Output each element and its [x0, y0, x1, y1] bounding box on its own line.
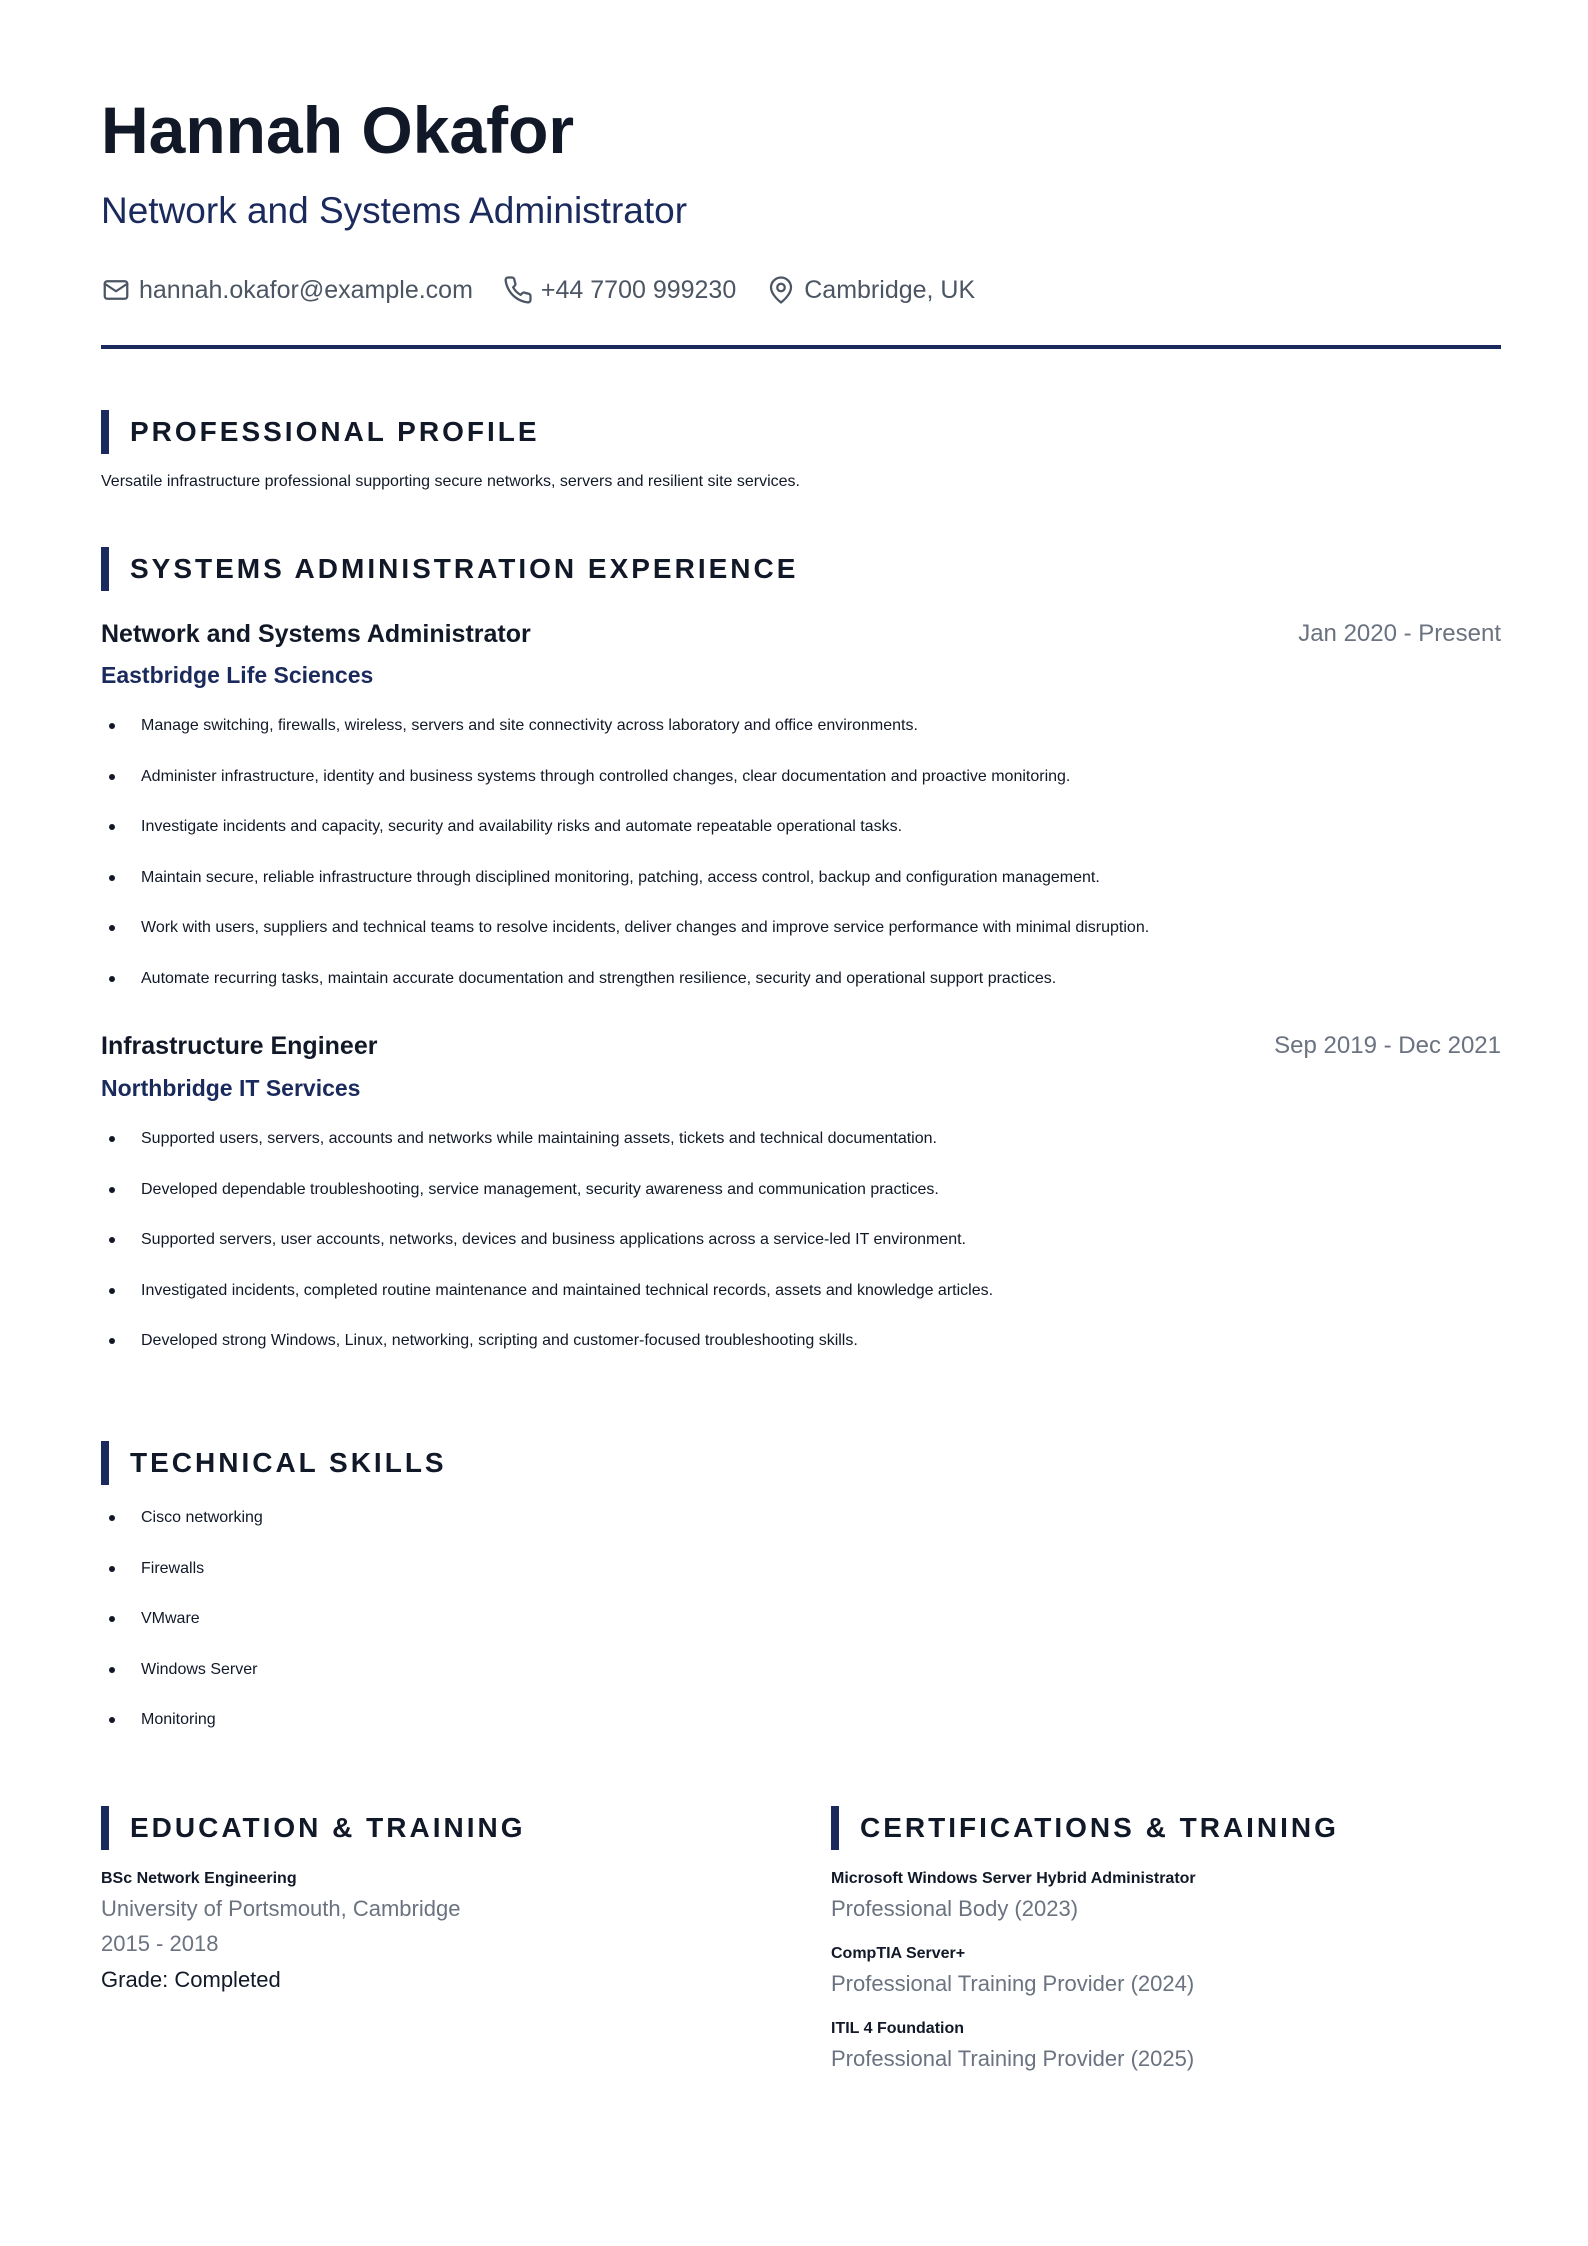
job-bullet: Work with users, suppliers and technical teams to resolve incidents, deliver changes and improve service performance with minimal disruption.	[101, 916, 1149, 967]
education-grade: Grade: Completed	[101, 1967, 281, 1992]
certification-name: Microsoft Windows Server Hybrid Administrator	[831, 1870, 1196, 1887]
job-company: Northbridge IT Services	[101, 1075, 361, 1101]
job-bullet: Supported servers, user accounts, networks, devices and business applications across a service-led IT environment.	[101, 1228, 993, 1279]
phone-icon	[503, 275, 533, 305]
job-title: Infrastructure Engineer	[101, 1032, 378, 1060]
job-title: Network and Systems Administrator	[101, 620, 531, 648]
section-title: CERTIFICATIONS & TRAINING	[860, 1812, 1339, 1843]
email-text: hannah.okafor@example.com	[139, 275, 473, 304]
map-pin-icon	[766, 275, 796, 305]
skill-item: Windows Server	[101, 1658, 263, 1709]
job-bullet: Investigate incidents and capacity, security and availability risks and automate repeatable operational tasks.	[101, 815, 1149, 866]
job-bullet: Manage switching, firewalls, wireless, servers and site connectivity across laboratory and office environments.	[101, 714, 1149, 765]
candidate-title: Network and Systems Administrator	[101, 190, 688, 231]
section-skills-heading	[101, 1441, 447, 1485]
job-company: Eastbridge Life Sciences	[101, 662, 374, 688]
section-profile-heading	[101, 410, 540, 454]
certification-name: CompTIA Server+	[831, 1945, 966, 1962]
candidate-name: Hannah Okafor	[101, 93, 575, 167]
certification-issuer: Professional Training Provider (2025)	[831, 2046, 1195, 2071]
certification-name: ITIL 4 Foundation	[831, 2020, 965, 2037]
section-education-heading	[101, 1806, 525, 1850]
section-title: TECHNICAL SKILLS	[130, 1447, 447, 1478]
education-degree: BSc Network Engineering	[101, 1870, 297, 1887]
section-accent-bar	[101, 547, 109, 591]
section-experience-heading	[101, 547, 798, 591]
job-dates: Sep 2019 - Dec 2021	[1274, 1032, 1501, 1059]
job-bullet: Developed dependable troubleshooting, service management, security awareness and communication practices.	[101, 1178, 993, 1229]
section-certifications-heading	[831, 1806, 1339, 1850]
job-dates: Jan 2020 - Present	[1298, 620, 1501, 647]
job-bullets	[101, 714, 1149, 1017]
mail-icon	[101, 275, 131, 305]
phone-text: +44 7700 999230	[540, 275, 737, 304]
job-bullet: Supported users, servers, accounts and networks while maintaining assets, tickets and technical documentation.	[101, 1127, 993, 1178]
skills-list	[101, 1506, 263, 1759]
contact-location	[766, 275, 975, 305]
certification-issuer: Professional Training Provider (2024)	[831, 1971, 1195, 1996]
section-title: SYSTEMS ADMINISTRATION EXPERIENCE	[130, 553, 799, 584]
job-bullets	[101, 1127, 993, 1380]
skill-item: Firewalls	[101, 1557, 263, 1608]
section-accent-bar	[101, 1441, 109, 1485]
contact-bar	[101, 270, 1005, 310]
skill-item: VMware	[101, 1607, 263, 1658]
contact-email[interactable]	[101, 275, 473, 305]
education-years: 2015 - 2018	[101, 1931, 219, 1956]
section-accent-bar	[101, 1806, 109, 1850]
job-bullet: Administer infrastructure, identity and business systems through controlled changes, clear documentation and proactive monitoring.	[101, 765, 1149, 816]
job-bullet: Developed strong Windows, Linux, networking, scripting and customer-focused troubleshooting skills.	[101, 1329, 993, 1380]
skill-item: Monitoring	[101, 1708, 263, 1759]
job-bullet: Maintain secure, reliable infrastructure through disciplined monitoring, patching, access control, backup and configuration management.	[101, 866, 1149, 917]
section-title: PROFESSIONAL PROFILE	[130, 416, 540, 447]
location-text: Cambridge, UK	[804, 275, 976, 304]
skill-item: Cisco networking	[101, 1506, 263, 1557]
education-institution: University of Portsmouth, Cambridge	[101, 1896, 461, 1921]
job-bullet: Automate recurring tasks, maintain accurate documentation and strengthen resilience, security and operational support practices.	[101, 967, 1149, 1018]
section-accent-bar	[831, 1806, 839, 1850]
header-divider	[101, 345, 1501, 349]
certification-issuer: Professional Body (2023)	[831, 1896, 1079, 1921]
job-bullet: Investigated incidents, completed routine maintenance and maintained technical records, assets and knowledge articles.	[101, 1279, 993, 1330]
section-title: EDUCATION & TRAINING	[130, 1812, 526, 1843]
profile-summary: Versatile infrastructure professional supporting secure networks, servers and resilient site services.	[101, 473, 800, 490]
contact-phone[interactable]	[503, 275, 736, 305]
section-accent-bar	[101, 410, 109, 454]
